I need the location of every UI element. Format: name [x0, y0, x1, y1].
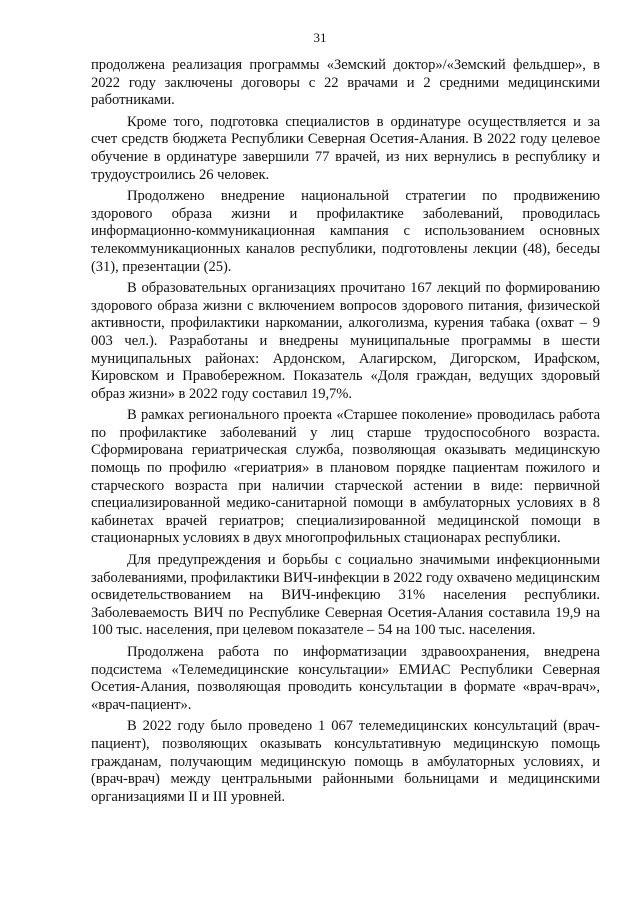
paragraph: В 2022 году было проведено 1 067 телемедицинских консультаций (врач-пациент), позволяющих оказывать консультативную медицинскую помощь гражданам, получающим медицинскую помощь в амбулаторных условиях, и (врач-врач) между центральными районными больницами и медицинскими организациями II и III уровней. — [91, 718, 600, 805]
paragraph-continuation: продолжена реализация программы «Земский доктор»/«Земский фельдшер», в 2022 году заключены договоры с 22 врачами и 2 средними медицинскими работниками. — [91, 57, 600, 109]
paragraph: Продолжена работа по информатизации здравоохранения, внедрена подсистема «Телемедицинские консультации» ЕМИАС Республики Северная Осетия-Алания, позволяющая проводить консультации в формате «врач-врач», «врач-пациент». — [91, 644, 600, 713]
paragraph: В образовательных организациях прочитано 167 лекций по формированию здорового образа жизни с включением вопросов здорового питания, физической активности, профилактики наркомании, алкоголизма, курения табака (охват – 9 003 чел.). Разработаны и внедрены муниципальные программы в шести муниципальных районах: Ардонском, Алагирском, Дигорском, Ирафском, Кировском и Правобережном. Показатель «Доля граждан, ведущих здоровый образ жизни» в 2022 году составил 19,7%. — [91, 280, 600, 402]
paragraph: Для предупреждения и борьбы с социально значимыми инфекционными заболеваниями, профилактики ВИЧ-инфекции в 2022 году охвачено медицинским освидетельствованием на ВИЧ-инфекцию 31% населения республики. Заболеваемость ВИЧ по Республике Северная Осетия-Алания составила 19,9 на 100 тыс. населения, при целевом показателе – 54 на 100 тыс. населения. — [91, 552, 600, 639]
paragraph: Продолжено внедрение национальной стратегии по продвижению здорового образа жизни и профилактике заболеваний, проводилась информационно-коммуникационная кампания с использованием основных телекоммуникационных каналов республики, подготовлены лекции (48), беседы (31), презентации (25). — [91, 188, 600, 275]
paragraph: Кроме того, подготовка специалистов в ординатуре осуществляется и за счет средств бюджета Республики Северная Осетия-Алания. В 2022 году целевое обучение в ординатуре завершили 77 врачей, из них вернулись в республику и трудоустроились 26 человек. — [91, 113, 600, 183]
paragraph: В рамках регионального проекта «Старшее поколение» проводилась работа по профилактике заболеваний у лиц старше трудоспособного возраста. Сформирована гериатрическая служба, позволяющая оказывать медицинскую помощь по профилю «гериатрия» в плановом порядке пациентам пожилого и старческого возраста при наличии старческой астении в виде: первичной специализированной медико-санитарной помощи в амбулаторных условиях в 8 кабинетах врачей гериатров; специализированной медицинской помощи в стационарных условиях в двух многопрофильных стационарах республики. — [91, 407, 600, 547]
page-number: 31 — [313, 30, 327, 45]
document-body — [91, 57, 600, 810]
